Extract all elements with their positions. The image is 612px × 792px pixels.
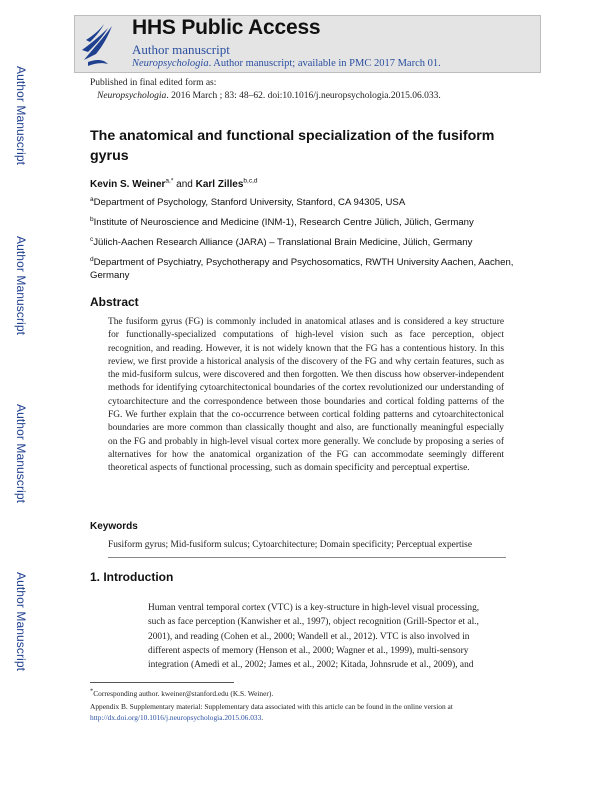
introduction-text <box>148 601 506 672</box>
published-note: Published in final edited form as: <box>90 78 217 88</box>
affiliation-marker: d <box>90 255 94 263</box>
side-label-author-manuscript: Author Manuscript <box>14 572 28 672</box>
affiliation <box>90 196 520 209</box>
introduction-line: integration (Amedi et al., 2002; James et al., 2002; Kitada, Johnsrude et al., 2009), and <box>148 660 474 671</box>
author-name: Kevin S. Weiner <box>90 179 166 190</box>
hhs-eagle-logo-icon <box>78 20 118 68</box>
side-label-author-manuscript: Author Manuscript <box>14 404 28 504</box>
footnote-corresponding-author <box>90 689 273 698</box>
introduction-line: Human ventral temporal cortex (VTC) is a key-structure in high-level visual processing, <box>148 603 480 613</box>
side-label-author-manuscript: Author Manuscript <box>14 66 28 166</box>
keywords-divider <box>108 557 506 558</box>
keywords-text: Fusiform gyrus; Mid-fusiform sulcus; Cytoarchitecture; Domain specificity; Perceptual expertise <box>108 540 472 550</box>
supplementary-doi-link[interactable]: http://dx.doi.org/10.1016/j.neuropsychologia.2015.06.033 <box>90 713 262 722</box>
footnote-end: . <box>261 713 264 722</box>
author-name: Karl Zilles <box>195 179 244 190</box>
citation-details: . 2016 March ; 83: 48–62. doi:10.1016/j.neuropsychologia.2015.06.033. <box>166 91 441 101</box>
availability-line <box>132 58 441 69</box>
footnote-divider <box>90 682 234 683</box>
availability-text: . Author manuscript; available in PMC 2017 March 01. <box>208 58 441 69</box>
paper-title: The anatomical and functional specialization of the fusiform gyrus <box>90 128 495 164</box>
affiliation-text: Institute of Neuroscience and Medicine (INM-1), Research Centre Jülich, Jülich, Germany <box>93 217 474 228</box>
citation-line <box>97 91 441 101</box>
affiliation <box>90 216 520 229</box>
affiliation-marker: a <box>90 195 94 203</box>
abstract-text: The fusiform gyrus (FG) is commonly included in anatomical atlases and is considered a key structure for functionally-specialized computations of high-level vision such as face perception, object recognition, and reading. However, it is not widely known that the FG has a contentious history. In this review, we first provide a historical analysis of the discovery of the FG and why certain features, such as the mid-fusiform sulcus, were discovered and then forgotten. We then discuss how observer-independent methods for identifying cytoarchitectonical boundaries of the cortex revolutionized our understanding of cytoarchitecture and the correspondence between those boundaries and cortical folding patterns of the FG. We further explain that the co-occurrence between cortical folding patterns and cytoarchitectonical boundaries are more common than classically thought and also, are functionally meaningful especially on the FG and probably in high-level visual cortex more generally. We conclude by proposing a series of alternatives for how the anatomical organization of the FG can accommodate seemingly different theoretical aspects of functional processing, such as domain specificity and perceptual expertise. <box>108 317 504 474</box>
abstract-heading: Abstract <box>90 295 139 309</box>
footnote-marker: * <box>90 687 94 695</box>
keywords-heading: Keywords <box>90 521 138 532</box>
footnote-text: Corresponding author. kweiner@stanford.edu (K.S. Weiner). <box>93 689 274 698</box>
affiliation <box>90 236 520 249</box>
introduction-line: such as face perception (Kanwisher et al., 1997), object recognition (Grill-Spector et al., <box>148 617 479 628</box>
affiliation-text: Department of Psychology, Stanford University, Stanford, CA 94305, USA <box>93 197 406 208</box>
hhs-title: HHS Public Access <box>132 16 321 39</box>
affiliation-marker: b <box>90 215 94 223</box>
affiliation-text: Department of Psychiatry, Psychotherapy and Psychosomatics, RWTH University Aachen, Aachen, Germany <box>90 257 514 281</box>
author-conjunction: and <box>173 179 196 190</box>
footnote-supplementary <box>90 701 510 723</box>
affiliation <box>90 256 520 282</box>
introduction-heading: 1. Introduction <box>90 570 174 584</box>
introduction-line: different aspects of memory (Henson et al., 2000; Wagner et al., 1999), multi-sensory <box>148 645 469 656</box>
affiliation-marker: c <box>90 235 94 243</box>
author-line <box>90 179 258 190</box>
citation-journal: Neuropsychologia <box>97 91 167 101</box>
manuscript-label: Author manuscript <box>132 42 230 57</box>
journal-name: Neuropsychologia <box>132 58 209 69</box>
side-label-author-manuscript: Author Manuscript <box>14 236 28 336</box>
footnote-text: Appendix B. Supplementary material: Supplementary data associated with this article can be found in the online version at <box>90 702 453 711</box>
introduction-line: 2001), and reading (Cohen et al., 2000; Wandell et al., 2012). VTC is also involved in <box>148 631 470 642</box>
author-affiliation-marker: b,c,d <box>243 177 258 185</box>
author-affiliation-marker: a,* <box>165 177 174 185</box>
affiliation-text: Jülich-Aachen Research Alliance (JARA) – Translational Brain Medicine, Jülich, Germany <box>93 237 473 248</box>
